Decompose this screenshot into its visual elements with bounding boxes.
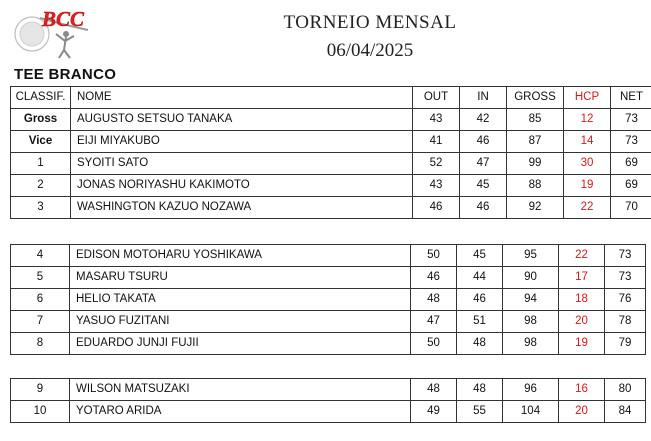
cell-in: 46 bbox=[460, 197, 507, 219]
cell-classif: 3 bbox=[11, 197, 71, 219]
table-row bbox=[11, 175, 651, 197]
cell-in: 42 bbox=[460, 109, 507, 131]
table-row bbox=[11, 311, 646, 333]
cell-in: 45 bbox=[457, 245, 503, 267]
col-header-out: OUT bbox=[413, 87, 460, 109]
cell-in: 47 bbox=[460, 153, 507, 175]
cell-in: 45 bbox=[460, 175, 507, 197]
cell-name: EDISON MOTOHARU YOSHIKAWA bbox=[70, 245, 411, 267]
cell-hcp: 16 bbox=[559, 379, 605, 401]
cell-hcp: 22 bbox=[559, 245, 605, 267]
cell-net: 80 bbox=[605, 379, 646, 401]
cell-name: AUGUSTO SETSUO TANAKA bbox=[71, 109, 413, 131]
cell-name: WILSON MATSUZAKI bbox=[70, 379, 411, 401]
cell-out: 46 bbox=[413, 197, 460, 219]
cell-gross: 94 bbox=[503, 289, 559, 311]
col-header-name: NOME bbox=[71, 87, 413, 109]
cell-in: 48 bbox=[457, 379, 503, 401]
cell-out: 49 bbox=[411, 401, 457, 423]
cell-out: 43 bbox=[413, 175, 460, 197]
table-row bbox=[11, 153, 651, 175]
group-2-body bbox=[11, 245, 646, 355]
cell-net: 78 bbox=[605, 311, 646, 333]
results-table-group-2 bbox=[10, 244, 646, 355]
col-header-gross: GROSS bbox=[507, 87, 564, 109]
cell-classif: Vice bbox=[11, 131, 71, 153]
cell-classif: 6 bbox=[11, 289, 70, 311]
cell-gross: 98 bbox=[503, 311, 559, 333]
cell-net: 70 bbox=[611, 197, 651, 219]
results-table-group-3 bbox=[10, 378, 646, 423]
cell-gross: 88 bbox=[507, 175, 564, 197]
tee-label: TEE BRANCO bbox=[14, 66, 117, 83]
cell-net: 73 bbox=[611, 109, 651, 131]
cell-name: YASUO FUZITANI bbox=[70, 311, 411, 333]
col-header-classif: CLASSIF. bbox=[11, 87, 71, 109]
cell-hcp: 22 bbox=[564, 197, 611, 219]
cell-gross: 92 bbox=[507, 197, 564, 219]
cell-name: EIJI MIYAKUBO bbox=[71, 131, 413, 153]
cell-gross: 96 bbox=[503, 379, 559, 401]
cell-gross: 98 bbox=[503, 333, 559, 355]
cell-classif: 7 bbox=[11, 311, 70, 333]
cell-gross: 90 bbox=[503, 267, 559, 289]
cell-out: 47 bbox=[411, 311, 457, 333]
cell-name: YOTARO ARIDA bbox=[70, 401, 411, 423]
cell-classif: 8 bbox=[11, 333, 70, 355]
club-logo bbox=[10, 4, 102, 66]
cell-in: 46 bbox=[460, 131, 507, 153]
cell-net: 73 bbox=[611, 131, 651, 153]
table-row bbox=[11, 267, 646, 289]
cell-in: 48 bbox=[457, 333, 503, 355]
cell-out: 46 bbox=[411, 267, 457, 289]
table-row bbox=[11, 245, 646, 267]
cell-net: 69 bbox=[611, 175, 651, 197]
cell-hcp: 19 bbox=[559, 333, 605, 355]
results-table-group-1 bbox=[10, 86, 651, 219]
cell-hcp: 20 bbox=[559, 311, 605, 333]
cell-hcp: 19 bbox=[564, 175, 611, 197]
cell-out: 48 bbox=[411, 379, 457, 401]
cell-gross: 87 bbox=[507, 131, 564, 153]
cell-classif: 2 bbox=[11, 175, 71, 197]
cell-hcp: 14 bbox=[564, 131, 611, 153]
cell-hcp: 12 bbox=[564, 109, 611, 131]
cell-out: 41 bbox=[413, 131, 460, 153]
cell-out: 50 bbox=[411, 333, 457, 355]
cell-name: SYOITI SATO bbox=[71, 153, 413, 175]
cell-name: WASHINGTON KAZUO NOZAWA bbox=[71, 197, 413, 219]
cell-classif: 10 bbox=[11, 401, 70, 423]
cell-name: MASARU TSURU bbox=[70, 267, 411, 289]
cell-classif: 9 bbox=[11, 379, 70, 401]
table-header-row bbox=[11, 87, 651, 109]
group-3-body bbox=[11, 379, 646, 423]
cell-gross: 99 bbox=[507, 153, 564, 175]
cell-name: JONAS NORIYASHU KAKIMOTO bbox=[71, 175, 413, 197]
cell-in: 55 bbox=[457, 401, 503, 423]
tournament-date: 06/04/2025 bbox=[326, 40, 414, 61]
cell-net: 73 bbox=[605, 245, 646, 267]
table-row bbox=[11, 379, 646, 401]
logo-lettering: BCC bbox=[42, 7, 85, 31]
cell-in: 51 bbox=[457, 311, 503, 333]
cell-classif: 4 bbox=[11, 245, 70, 267]
table-row bbox=[11, 131, 651, 153]
col-header-in: IN bbox=[460, 87, 507, 109]
cell-in: 44 bbox=[457, 267, 503, 289]
cell-net: 79 bbox=[605, 333, 646, 355]
table-row bbox=[11, 401, 646, 423]
cell-hcp: 17 bbox=[559, 267, 605, 289]
table-row bbox=[11, 333, 646, 355]
cell-net: 73 bbox=[605, 267, 646, 289]
cell-gross: 85 bbox=[507, 109, 564, 131]
cell-classif: 5 bbox=[11, 267, 70, 289]
page-title: TORNEIO MENSAL bbox=[283, 12, 457, 33]
cell-net: 84 bbox=[605, 401, 646, 423]
cell-name: EDUARDO JUNJI FUJII bbox=[70, 333, 411, 355]
cell-classif: 1 bbox=[11, 153, 71, 175]
cell-name: HELIO TAKATA bbox=[70, 289, 411, 311]
cell-gross: 104 bbox=[503, 401, 559, 423]
cell-out: 43 bbox=[413, 109, 460, 131]
cell-hcp: 30 bbox=[564, 153, 611, 175]
cell-net: 69 bbox=[611, 153, 651, 175]
cell-gross: 95 bbox=[503, 245, 559, 267]
cell-classif: Gross bbox=[11, 109, 71, 131]
table-row bbox=[11, 197, 651, 219]
cell-out: 48 bbox=[411, 289, 457, 311]
col-header-net: NET bbox=[611, 87, 651, 109]
table-row bbox=[11, 289, 646, 311]
cell-hcp: 20 bbox=[559, 401, 605, 423]
table-row bbox=[11, 109, 651, 131]
cell-hcp: 18 bbox=[559, 289, 605, 311]
col-header-hcp: HCP bbox=[564, 87, 611, 109]
cell-out: 52 bbox=[413, 153, 460, 175]
cell-net: 76 bbox=[605, 289, 646, 311]
cell-in: 46 bbox=[457, 289, 503, 311]
cell-out: 50 bbox=[411, 245, 457, 267]
